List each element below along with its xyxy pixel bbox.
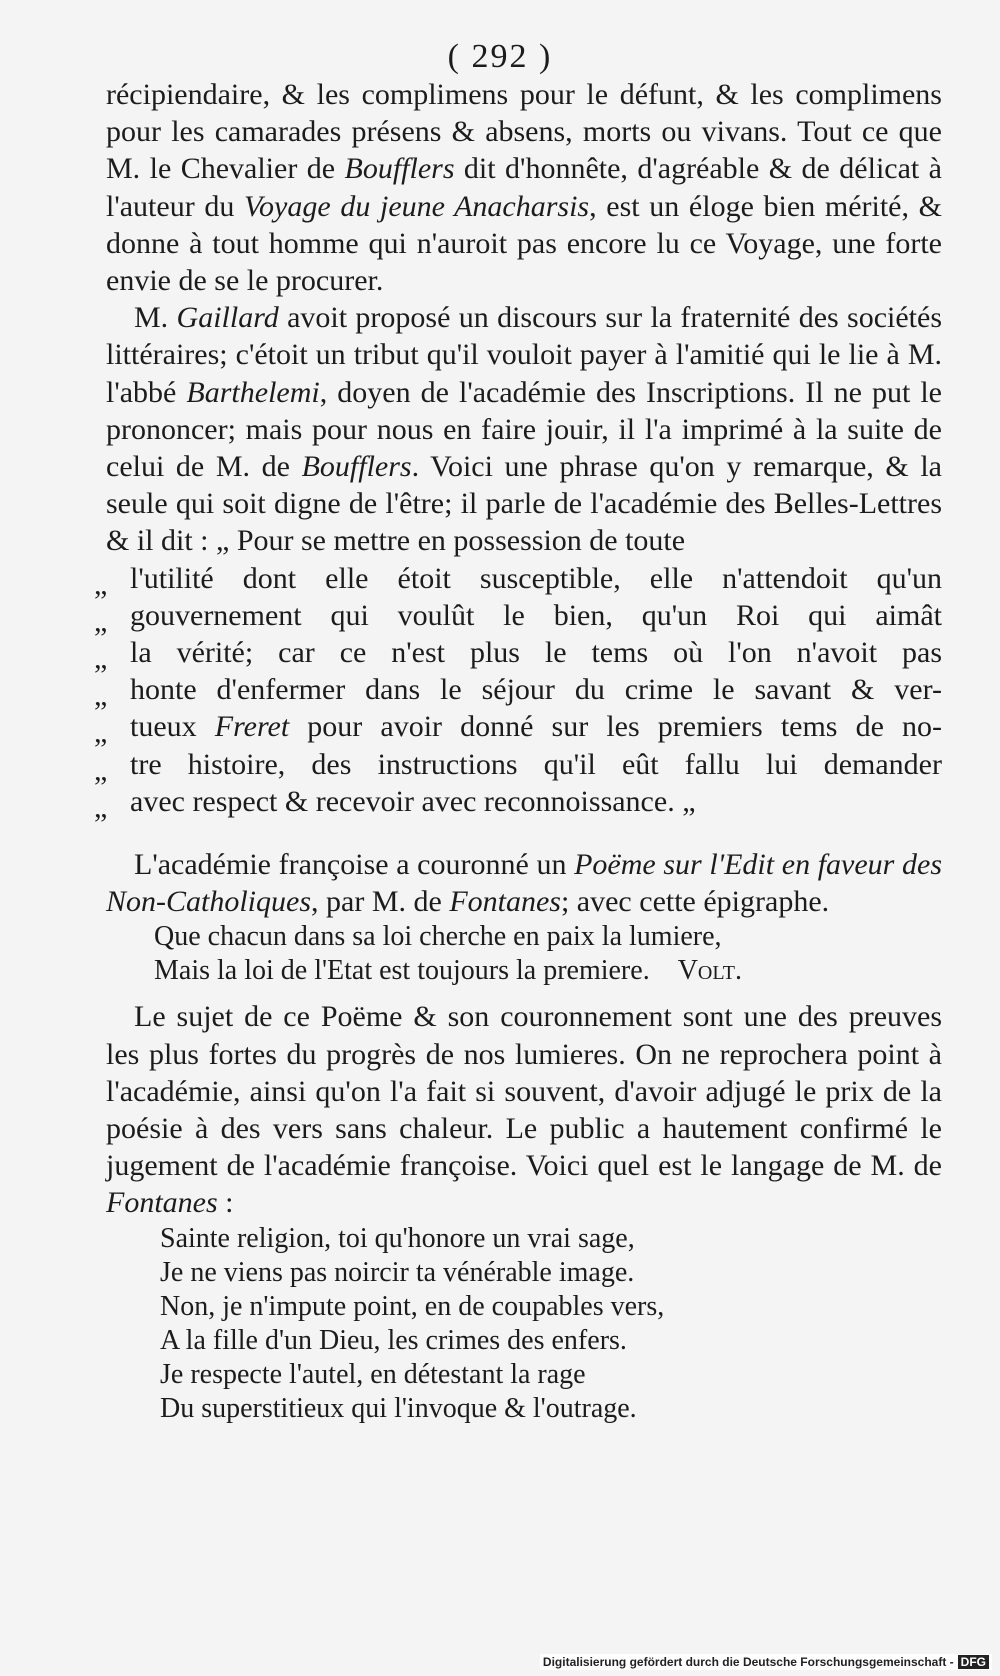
quote-line: „ la vérité; car ce n'est plus le tems où l'on n'avoit pas — [94, 636, 942, 676]
poem-line: Je ne viens pas noircir ta vénérable image. — [160, 1256, 635, 1288]
epigraph-attribution: Volt. — [677, 955, 742, 987]
poem-line: A la fille d'un Dieu, les crimes des enfers. — [160, 1324, 627, 1356]
quote-line: „ avec respect & recevoir avec reconnoissance. „ — [94, 784, 696, 824]
paragraph-4: Le sujet de ce Poëme & son couronnement sont une des preuves les plus fortes du progrès de nos lumieres. On ne reprochera point à l'académie, ainsi qu'on l'a fait si souvent, d'avoir adjugé le prix de la poésie à des vers sans chaleur. Le public a hautement confirmé le jugement de l'académie françoise. Voici quel est le langage de M. de Fontanes : — [106, 1000, 942, 1220]
digitization-credit: Digitalisierung gefördert durch die Deutsche Forschungsgemeinschaft - DFG — [540, 1654, 992, 1670]
quote-line: „ honte d'enfermer dans le séjour du crime le savant & ver- — [94, 673, 942, 713]
epigraph-line: Que chacun dans sa loi cherche en paix la lumiere, — [154, 921, 722, 953]
poem-excerpt — [160, 1222, 942, 1426]
epigraph-line: Mais la loi de l'Etat est toujours la premiere. Volt. — [154, 955, 742, 987]
poem-line: Sainte religion, toi qu'honore un vrai sage, — [160, 1222, 635, 1254]
page-number: ( 292 ) — [447, 38, 553, 75]
paragraph-1: récipiendaire, & les complimens pour le défunt, & les complimens pour les camarades présens & absens, morts ou vivans. Tout ce que M. le Chevalier de Boufflers dit d'honnête, d'agréable & de délicat à l'auteur du Voyage du jeune Anacharsis, est un éloge bien mérité, & donne à tout homme qui n'auroit pas encore lu ce Voyage, une forte envie de se le procurer. — [106, 78, 942, 298]
poem-line: Du superstitieux qui l'invoque & l'outrage. — [160, 1392, 637, 1424]
quote-line: „ tueux Freret pour avoir donné sur les premiers tems de no- — [94, 710, 943, 750]
quotation — [94, 560, 943, 824]
poem-line: Je respecte l'autel, en détestant la rage — [160, 1358, 586, 1390]
page-text — [94, 76, 943, 1426]
dfg-logo: DFG — [958, 1655, 989, 1669]
quote-line: „ l'utilité dont elle étoit susceptible, elle n'attendoit qu'un — [94, 561, 942, 601]
paragraph-3: L'académie françoise a couronné un Poëme sur l'Edit en faveur des Non-Catholiques, par M. de Fontanes; avec cette épigraphe. — [106, 848, 942, 919]
quote-line: „ tre histoire, des instructions qu'il eût fallu lui demander — [94, 747, 942, 787]
epigraph — [154, 920, 942, 988]
quote-line: „ gouvernement qui voulût le bien, qu'un Roi qui aimât — [94, 598, 942, 638]
poem-line: Non, je n'impute point, en de coupables vers, — [160, 1290, 665, 1322]
paragraph-2: M. Gaillard avoit proposé un discours sur la fraternité des sociétés littéraires; c'étoit un tribut qu'il vouloit payer à l'amitié qui le lie à M. l'abbé Barthelemi, doyen de l'académie des Inscriptions. Il ne put le prononcer; mais pour nous en faire jouir, il l'a imprimé à la suite de celui de M. de Boufflers. Voici une phrase qu'on y remarque, & la seule qui soit digne de l'être; il parle de l'académie des Belles-Lettres & il dit : „ Pour se mettre en possession de toute — [106, 301, 942, 558]
